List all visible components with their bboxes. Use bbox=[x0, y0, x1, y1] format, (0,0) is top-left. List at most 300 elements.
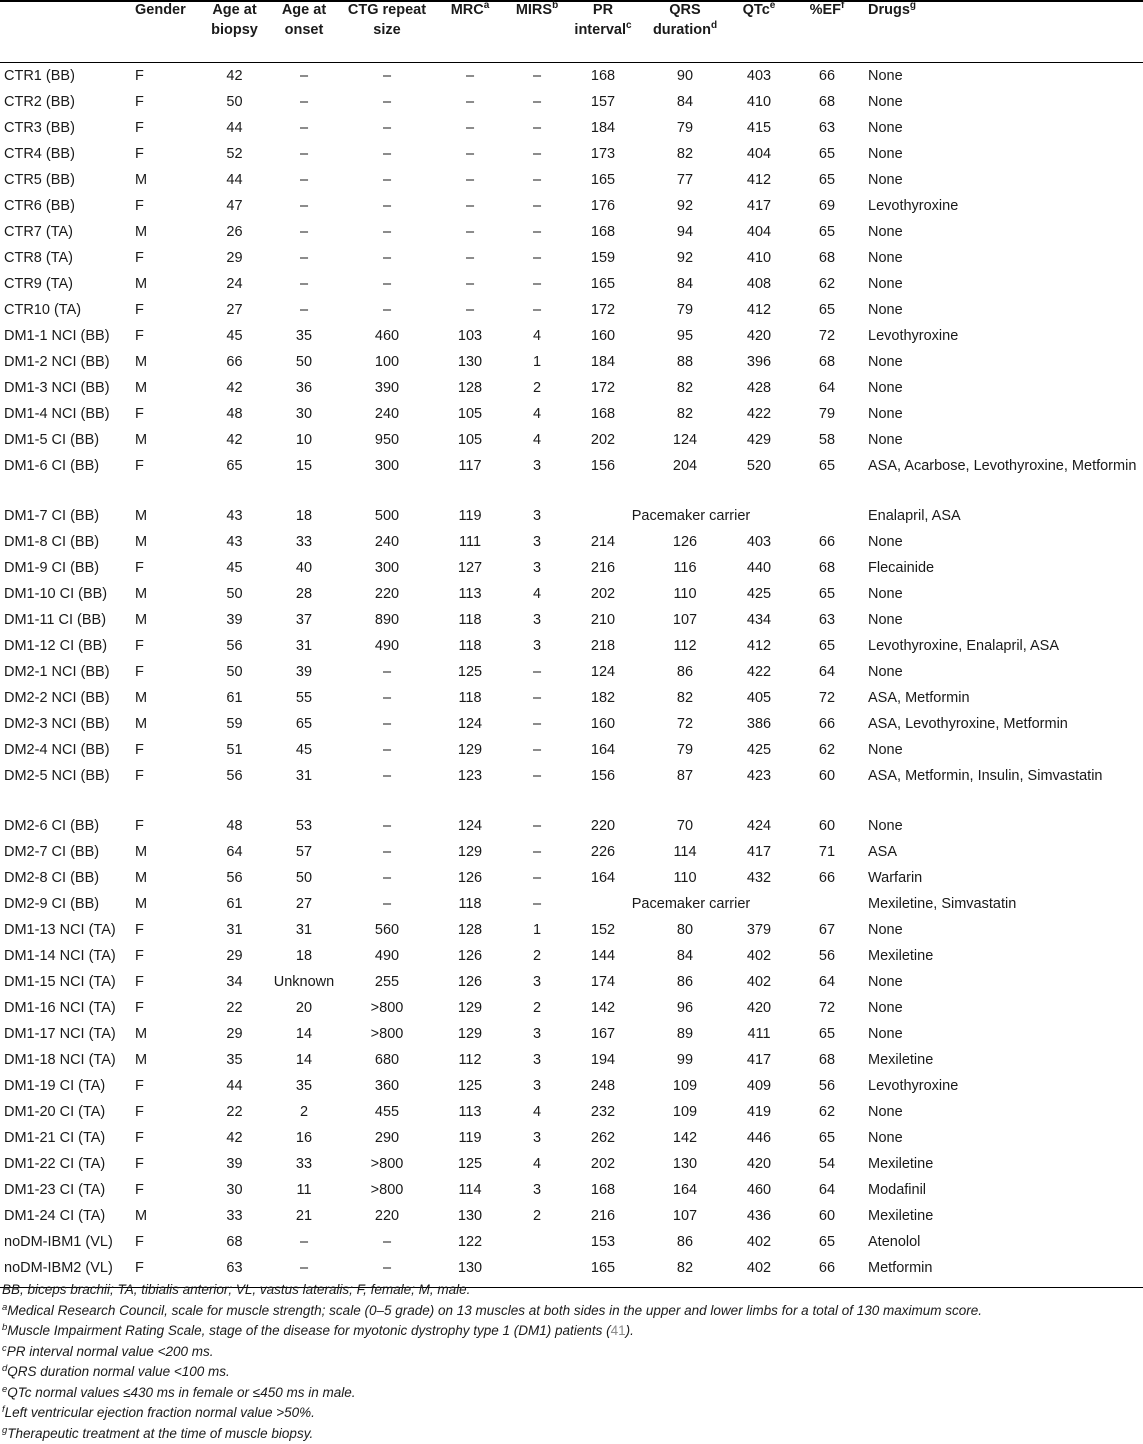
table-cell: 220 bbox=[568, 813, 638, 839]
table-row bbox=[0, 503, 1143, 529]
table-cell: 65 bbox=[786, 297, 868, 323]
table-cell: 109 bbox=[638, 1099, 732, 1125]
footnote: $^b$Muscle Impairment Rating Scale, stage of the disease for myotonic dystrophy type 1 (DM1) patients (41). bbox=[0, 1321, 1143, 1342]
table-row bbox=[0, 1047, 1143, 1073]
table-cell: 113 bbox=[434, 1099, 506, 1125]
table-row bbox=[0, 63, 1143, 90]
table-cell: None bbox=[868, 813, 1143, 839]
table-cell: 410 bbox=[732, 245, 786, 271]
table-cell: M bbox=[131, 167, 201, 193]
table-cell: None bbox=[868, 115, 1143, 141]
table-cell: 22 bbox=[201, 995, 268, 1021]
row-label: DM1-12 CI (BB) bbox=[0, 633, 131, 659]
table-row bbox=[0, 1099, 1143, 1125]
column-header: CTG repeat size bbox=[340, 0, 434, 63]
table-cell: – bbox=[434, 297, 506, 323]
table-cell: – bbox=[268, 89, 340, 115]
footnote-marker: d bbox=[711, 20, 717, 31]
table-cell: 3 bbox=[506, 1073, 568, 1099]
row-label: DM1-24 CI (TA) bbox=[0, 1203, 131, 1229]
table-cell: None bbox=[868, 1021, 1143, 1047]
table-cell: 88 bbox=[638, 349, 732, 375]
table-cell: 39 bbox=[201, 607, 268, 633]
table-cell: 490 bbox=[340, 943, 434, 969]
row-label: CTR5 (BB) bbox=[0, 167, 131, 193]
table-cell: Mexiletine bbox=[868, 1203, 1143, 1229]
table-cell: 42 bbox=[201, 63, 268, 90]
table-cell: – bbox=[340, 763, 434, 813]
table-row bbox=[0, 813, 1143, 839]
table-cell: 100 bbox=[340, 349, 434, 375]
row-label: DM1-9 CI (BB) bbox=[0, 555, 131, 581]
table-cell: Atenolol bbox=[868, 1229, 1143, 1255]
table-cell: 42 bbox=[201, 375, 268, 401]
row-label: CTR4 (BB) bbox=[0, 141, 131, 167]
table-body bbox=[0, 63, 1143, 1288]
table-cell: 60 bbox=[786, 1203, 868, 1229]
table-cell: 402 bbox=[732, 943, 786, 969]
row-label: DM2-4 NCI (BB) bbox=[0, 737, 131, 763]
table-cell: 110 bbox=[638, 865, 732, 891]
table-row bbox=[0, 1203, 1143, 1229]
table-row bbox=[0, 633, 1143, 659]
table-cell: 415 bbox=[732, 115, 786, 141]
footnote: $^c$PR interval normal value <200 ms. bbox=[0, 1342, 1143, 1363]
table-cell: 417 bbox=[732, 839, 786, 865]
table-cell: 112 bbox=[434, 1047, 506, 1073]
table-cell: 520 bbox=[732, 453, 786, 503]
table-cell: 500 bbox=[340, 503, 434, 529]
column-header: QRS duration$^d$ bbox=[638, 0, 732, 63]
row-label: DM1-3 NCI (BB) bbox=[0, 375, 131, 401]
table-cell: – bbox=[506, 271, 568, 297]
table-cell: None bbox=[868, 995, 1143, 1021]
table-cell: 28 bbox=[268, 581, 340, 607]
table-cell: – bbox=[268, 1255, 340, 1288]
table-cell: – bbox=[434, 271, 506, 297]
row-label: DM1-10 CI (BB) bbox=[0, 581, 131, 607]
table-cell: None bbox=[868, 529, 1143, 555]
table-cell: 144 bbox=[568, 943, 638, 969]
table-cell: – bbox=[268, 63, 340, 90]
table-cell: 39 bbox=[201, 1151, 268, 1177]
table-cell: 152 bbox=[568, 917, 638, 943]
table-cell: – bbox=[340, 839, 434, 865]
table-cell: Modafinil bbox=[868, 1177, 1143, 1203]
table-cell: M bbox=[131, 865, 201, 891]
footnote-marker: b bbox=[552, 0, 558, 11]
table-cell: 216 bbox=[568, 1203, 638, 1229]
table-cell: 404 bbox=[732, 219, 786, 245]
table-cell: – bbox=[340, 865, 434, 891]
table-cell: 125 bbox=[434, 1073, 506, 1099]
table-cell: 168 bbox=[568, 63, 638, 90]
table-cell: 82 bbox=[638, 375, 732, 401]
table-row bbox=[0, 1125, 1143, 1151]
table-cell: – bbox=[434, 115, 506, 141]
table-cell: 79 bbox=[638, 297, 732, 323]
table-cell: 560 bbox=[340, 917, 434, 943]
table-cell: 15 bbox=[268, 453, 340, 503]
table-cell: F bbox=[131, 917, 201, 943]
table-cell: 172 bbox=[568, 375, 638, 401]
table-cell: – bbox=[506, 219, 568, 245]
table-cell: Enalapril, ASA bbox=[868, 503, 1143, 529]
row-label: DM1-17 NCI (TA) bbox=[0, 1021, 131, 1047]
table-cell: 4 bbox=[506, 323, 568, 349]
row-label: CTR7 (TA) bbox=[0, 219, 131, 245]
table-cell: 105 bbox=[434, 427, 506, 453]
table-cell: 2 bbox=[506, 375, 568, 401]
table-cell: 10 bbox=[268, 427, 340, 453]
table-cell: 33 bbox=[201, 1203, 268, 1229]
table-cell: 412 bbox=[732, 297, 786, 323]
table-cell: 403 bbox=[732, 63, 786, 90]
table-cell: 96 bbox=[638, 995, 732, 1021]
table-cell: None bbox=[868, 737, 1143, 763]
table-row bbox=[0, 401, 1143, 427]
table-cell: 43 bbox=[201, 503, 268, 529]
table-cell: – bbox=[340, 297, 434, 323]
table-cell: 62 bbox=[786, 271, 868, 297]
table-cell: 43 bbox=[201, 529, 268, 555]
table-cell: F bbox=[131, 1151, 201, 1177]
row-label: DM1-1 NCI (BB) bbox=[0, 323, 131, 349]
table-cell: Levothyroxine bbox=[868, 1073, 1143, 1099]
table-cell: – bbox=[434, 141, 506, 167]
table-cell: ASA, Levothyroxine, Metformin bbox=[868, 711, 1143, 737]
table-cell: 103 bbox=[434, 323, 506, 349]
table-cell: – bbox=[506, 167, 568, 193]
table-cell: 64 bbox=[786, 375, 868, 401]
table-cell: 92 bbox=[638, 193, 732, 219]
table-cell: F bbox=[131, 737, 201, 763]
table-cell: 65 bbox=[786, 167, 868, 193]
table-cell: None bbox=[868, 297, 1143, 323]
table-cell: None bbox=[868, 63, 1143, 90]
table-cell: 402 bbox=[732, 1229, 786, 1255]
table-cell: 412 bbox=[732, 167, 786, 193]
table-cell: F bbox=[131, 453, 201, 503]
table-cell bbox=[506, 1229, 568, 1255]
table-cell: 159 bbox=[568, 245, 638, 271]
table-row bbox=[0, 1177, 1143, 1203]
table-cell: Levothyroxine bbox=[868, 193, 1143, 219]
table-cell: – bbox=[340, 271, 434, 297]
table-cell: 172 bbox=[568, 297, 638, 323]
table-cell: 124 bbox=[434, 813, 506, 839]
table-cell: 123 bbox=[434, 763, 506, 813]
table-cell: – bbox=[506, 89, 568, 115]
table-cell: 119 bbox=[434, 503, 506, 529]
table-cell: – bbox=[340, 219, 434, 245]
table-cell: Mexiletine, Simvastatin bbox=[868, 891, 1143, 917]
table-cell: 35 bbox=[201, 1047, 268, 1073]
row-label: DM1-7 CI (BB) bbox=[0, 503, 131, 529]
row-label: DM1-19 CI (TA) bbox=[0, 1073, 131, 1099]
footnote: $^g$Therapeutic treatment at the time of muscle biopsy. bbox=[0, 1424, 1143, 1444]
table-cell: 86 bbox=[638, 969, 732, 995]
table-cell: 176 bbox=[568, 193, 638, 219]
table-cell: 156 bbox=[568, 453, 638, 503]
row-label: DM1-2 NCI (BB) bbox=[0, 349, 131, 375]
table-cell: 460 bbox=[732, 1177, 786, 1203]
table-cell: 47 bbox=[201, 193, 268, 219]
table-cell: 168 bbox=[568, 1177, 638, 1203]
table-cell: 168 bbox=[568, 219, 638, 245]
table-cell: – bbox=[268, 297, 340, 323]
table-cell: Mexiletine bbox=[868, 1047, 1143, 1073]
table-cell: – bbox=[506, 839, 568, 865]
table-cell: 202 bbox=[568, 581, 638, 607]
table-cell: 240 bbox=[340, 401, 434, 427]
table-cell: None bbox=[868, 1099, 1143, 1125]
table-cell: 77 bbox=[638, 167, 732, 193]
table-cell: 55 bbox=[268, 685, 340, 711]
table-cell: 31 bbox=[268, 763, 340, 813]
table-cell: 37 bbox=[268, 607, 340, 633]
row-label: CTR6 (BB) bbox=[0, 193, 131, 219]
table-cell: 220 bbox=[340, 1203, 434, 1229]
table-cell: 214 bbox=[568, 529, 638, 555]
table-cell: 14 bbox=[268, 1047, 340, 1073]
column-header: QTc$^e$ bbox=[732, 0, 786, 63]
table-cell: F bbox=[131, 245, 201, 271]
row-label: DM1-4 NCI (BB) bbox=[0, 401, 131, 427]
table-cell: 18 bbox=[268, 943, 340, 969]
table-cell: 202 bbox=[568, 1151, 638, 1177]
table-row bbox=[0, 1073, 1143, 1099]
row-label: DM1-21 CI (TA) bbox=[0, 1125, 131, 1151]
table-cell: F bbox=[131, 659, 201, 685]
column-header bbox=[0, 0, 131, 63]
row-label: DM2-3 NCI (BB) bbox=[0, 711, 131, 737]
table-cell: 11 bbox=[268, 1177, 340, 1203]
table-row bbox=[0, 865, 1143, 891]
table-cell: 30 bbox=[268, 401, 340, 427]
table-cell: 446 bbox=[732, 1125, 786, 1151]
table-row bbox=[0, 685, 1143, 711]
table-cell: 184 bbox=[568, 349, 638, 375]
table-cell: None bbox=[868, 167, 1143, 193]
table-cell: – bbox=[340, 659, 434, 685]
footnote-marker: f bbox=[841, 0, 844, 11]
column-header: Gender bbox=[131, 0, 201, 63]
table-cell: 64 bbox=[786, 1177, 868, 1203]
table-cell: 60 bbox=[786, 763, 868, 813]
table-cell: 50 bbox=[201, 659, 268, 685]
table-cell: 425 bbox=[732, 581, 786, 607]
table-cell: 402 bbox=[732, 1255, 786, 1288]
table-row bbox=[0, 581, 1143, 607]
table-cell: 54 bbox=[786, 1151, 868, 1177]
table-cell: 50 bbox=[268, 865, 340, 891]
table-cell: 422 bbox=[732, 659, 786, 685]
table-row bbox=[0, 219, 1143, 245]
table-cell: None bbox=[868, 375, 1143, 401]
table-cell: – bbox=[506, 63, 568, 90]
table-cell: M bbox=[131, 607, 201, 633]
table-cell: Levothyroxine bbox=[868, 323, 1143, 349]
row-label: DM2-8 CI (BB) bbox=[0, 865, 131, 891]
table-row bbox=[0, 659, 1143, 685]
table-cell: M bbox=[131, 685, 201, 711]
table-cell: 124 bbox=[638, 427, 732, 453]
table-cell: 109 bbox=[638, 1073, 732, 1099]
table-cell: – bbox=[268, 167, 340, 193]
table-cell: ASA, Metformin, Insulin, Simvastatin bbox=[868, 763, 1143, 813]
table-cell: 4 bbox=[506, 427, 568, 453]
footnote: $^d$QRS duration normal value <100 ms. bbox=[0, 1362, 1143, 1383]
table-row bbox=[0, 711, 1143, 737]
table-cell: 429 bbox=[732, 427, 786, 453]
row-label: CTR2 (BB) bbox=[0, 89, 131, 115]
table-cell: 428 bbox=[732, 375, 786, 401]
table-cell: 69 bbox=[786, 193, 868, 219]
table-cell: F bbox=[131, 763, 201, 813]
table-cell: None bbox=[868, 427, 1143, 453]
table-cell: 79 bbox=[638, 115, 732, 141]
table-row bbox=[0, 763, 1143, 813]
table-cell: 72 bbox=[638, 711, 732, 737]
table-cell: 86 bbox=[638, 1229, 732, 1255]
table-cell: – bbox=[268, 271, 340, 297]
table-cell: 126 bbox=[638, 529, 732, 555]
table-cell: 65 bbox=[201, 453, 268, 503]
table-cell: 420 bbox=[732, 323, 786, 349]
table-cell: M bbox=[131, 271, 201, 297]
table-cell: None bbox=[868, 245, 1143, 271]
footnote: $^e$QTc normal values ≤430 ms in female or ≤450 ms in male. bbox=[0, 1383, 1143, 1404]
table-cell: 44 bbox=[201, 1073, 268, 1099]
column-header: Drugs$^g$ bbox=[868, 0, 1143, 63]
table-cell: 33 bbox=[268, 1151, 340, 1177]
row-label: DM2-5 NCI (BB) bbox=[0, 763, 131, 813]
table-cell: M bbox=[131, 891, 201, 917]
table-cell: 50 bbox=[201, 581, 268, 607]
table-cell: 950 bbox=[340, 427, 434, 453]
table-cell: 420 bbox=[732, 1151, 786, 1177]
footnote-marker: c bbox=[626, 20, 632, 31]
table-row bbox=[0, 427, 1143, 453]
table-cell: 412 bbox=[732, 633, 786, 659]
table-cell: 48 bbox=[201, 813, 268, 839]
table-cell: 66 bbox=[786, 1255, 868, 1288]
table-cell: None bbox=[868, 349, 1143, 375]
table-cell: 182 bbox=[568, 685, 638, 711]
table-cell: 112 bbox=[638, 633, 732, 659]
table-cell: 3 bbox=[506, 633, 568, 659]
table-cell: 45 bbox=[201, 323, 268, 349]
table-cell: >800 bbox=[340, 1177, 434, 1203]
table-cell: 409 bbox=[732, 1073, 786, 1099]
table-cell: 64 bbox=[786, 659, 868, 685]
footnote: $^a$Medical Research Council, scale for muscle strength; scale (0–5 grade) on 13 muscles at both sides in the upper and lower limbs for a total of 130 maximum score. bbox=[0, 1301, 1143, 1322]
table-cell: 84 bbox=[638, 943, 732, 969]
table-cell: – bbox=[340, 167, 434, 193]
table-cell: 90 bbox=[638, 63, 732, 90]
table-cell: >800 bbox=[340, 1021, 434, 1047]
table-cell: 128 bbox=[434, 917, 506, 943]
table-cell: 890 bbox=[340, 607, 434, 633]
row-label: noDM-IBM2 (VL) bbox=[0, 1255, 131, 1288]
table-cell: – bbox=[340, 737, 434, 763]
table-cell: None bbox=[868, 607, 1143, 633]
table-cell: None bbox=[868, 219, 1143, 245]
table-cell: 232 bbox=[568, 1099, 638, 1125]
table-cell: None bbox=[868, 141, 1143, 167]
table-cell: F bbox=[131, 555, 201, 581]
table-cell: 68 bbox=[786, 349, 868, 375]
table-cell: 218 bbox=[568, 633, 638, 659]
table-cell: 2 bbox=[506, 943, 568, 969]
table-cell: 126 bbox=[434, 865, 506, 891]
table-cell: 210 bbox=[568, 607, 638, 633]
table-cell: 111 bbox=[434, 529, 506, 555]
table-cell: 68 bbox=[786, 89, 868, 115]
table-cell: 68 bbox=[786, 245, 868, 271]
table-cell: 65 bbox=[786, 141, 868, 167]
table-cell: 3 bbox=[506, 555, 568, 581]
table-cell: 402 bbox=[732, 969, 786, 995]
table-cell: – bbox=[340, 115, 434, 141]
table-cell: 422 bbox=[732, 401, 786, 427]
table-header-row bbox=[0, 0, 1143, 63]
table-cell: 116 bbox=[638, 555, 732, 581]
table-cell: 4 bbox=[506, 1099, 568, 1125]
footnote-marker: a bbox=[484, 0, 490, 11]
table-cell: 2 bbox=[506, 995, 568, 1021]
table-cell: – bbox=[340, 711, 434, 737]
table-cell: 94 bbox=[638, 219, 732, 245]
row-label: DM2-9 CI (BB) bbox=[0, 891, 131, 917]
table-cell: 129 bbox=[434, 995, 506, 1021]
table-row bbox=[0, 737, 1143, 763]
row-label: noDM-IBM1 (VL) bbox=[0, 1229, 131, 1255]
table-cell: 127 bbox=[434, 555, 506, 581]
table-cell: 680 bbox=[340, 1047, 434, 1073]
table-cell: None bbox=[868, 1125, 1143, 1151]
table-cell: 62 bbox=[786, 1099, 868, 1125]
table-cell: 66 bbox=[786, 529, 868, 555]
table-cell: F bbox=[131, 813, 201, 839]
table-cell: – bbox=[506, 711, 568, 737]
table-cell: 113 bbox=[434, 581, 506, 607]
table-row bbox=[0, 297, 1143, 323]
table-row bbox=[0, 943, 1143, 969]
table-cell: – bbox=[340, 89, 434, 115]
table-cell: 440 bbox=[732, 555, 786, 581]
table-cell: 35 bbox=[268, 1073, 340, 1099]
table-row bbox=[0, 917, 1143, 943]
table-cell: 404 bbox=[732, 141, 786, 167]
row-label: DM1-22 CI (TA) bbox=[0, 1151, 131, 1177]
table-cell: – bbox=[506, 141, 568, 167]
table-row bbox=[0, 969, 1143, 995]
table-cell: 56 bbox=[786, 943, 868, 969]
row-label: CTR9 (TA) bbox=[0, 271, 131, 297]
reference-link[interactable]: 41 bbox=[611, 1323, 626, 1338]
table-cell: 130 bbox=[434, 1255, 506, 1288]
table-cell: 125 bbox=[434, 659, 506, 685]
table-cell: 164 bbox=[568, 865, 638, 891]
table-cell: 114 bbox=[434, 1177, 506, 1203]
row-label: DM1-11 CI (BB) bbox=[0, 607, 131, 633]
footnotes bbox=[0, 1280, 1143, 1444]
table-cell: 168 bbox=[568, 401, 638, 427]
table-cell: 66 bbox=[201, 349, 268, 375]
table-cell: None bbox=[868, 89, 1143, 115]
